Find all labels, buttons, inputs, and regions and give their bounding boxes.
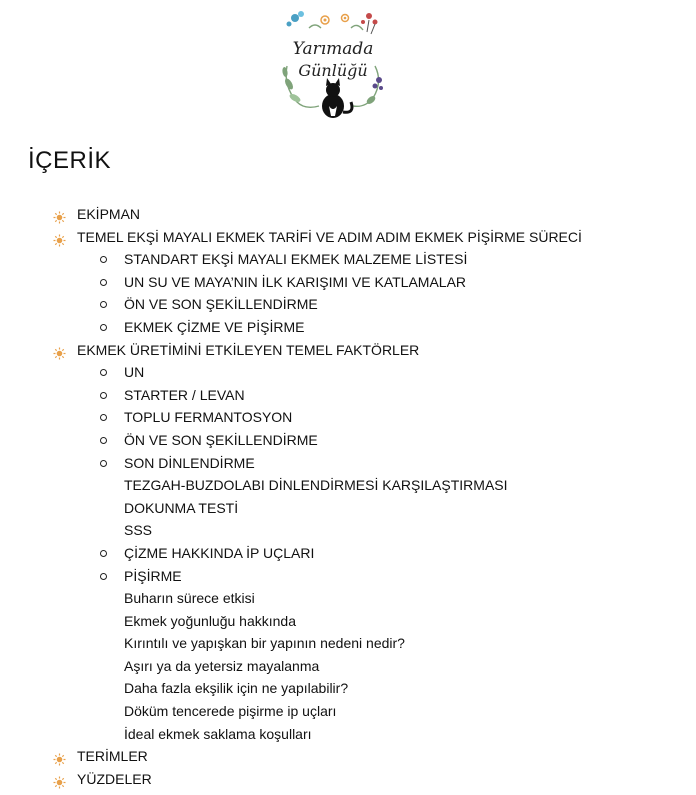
toc-item-label: YÜZDELER <box>77 770 152 787</box>
toc-item-label: TOPLU FERMANTOSYON <box>124 409 293 426</box>
toc-item-label: TERİMLER <box>77 748 148 765</box>
sun-icon <box>53 773 66 795</box>
toc-item[interactable] <box>0 293 696 316</box>
logo-line-1: Yarımada <box>292 39 374 59</box>
hollow-circle-icon <box>100 256 107 263</box>
toc-item-label: SON DİNLENDİRME <box>124 454 255 471</box>
page-title: İÇERİK <box>28 147 112 174</box>
hollow-circle-icon <box>100 414 107 421</box>
flower-icon <box>287 11 305 27</box>
hollow-circle-icon <box>100 437 107 444</box>
toc-item-label: Buharın sürece etkisi <box>124 590 255 607</box>
toc-item[interactable] <box>0 248 696 271</box>
toc-item-label: Ekmek yoğunluğu hakkında <box>124 612 296 629</box>
toc-item-label: TEMEL EKŞİ MAYALI EKMEK TARİFİ VE ADIM ADIM EKMEK PİŞİRME SÜRECİ <box>77 228 582 245</box>
toc-item[interactable] <box>0 745 696 768</box>
flower-icon <box>361 13 378 34</box>
toc-item[interactable] <box>0 406 696 429</box>
toc-item[interactable] <box>0 452 696 475</box>
toc-item[interactable] <box>0 519 696 542</box>
toc-item-label: UN SU VE MAYA’NIN İLK KARIŞIMI VE KATLAMALAR <box>124 273 467 290</box>
toc-item[interactable] <box>0 677 696 700</box>
toc-item[interactable] <box>0 203 696 226</box>
toc-item[interactable] <box>0 700 696 723</box>
toc-item[interactable] <box>0 339 696 362</box>
hollow-circle-icon <box>100 392 107 399</box>
toc-item[interactable] <box>0 474 696 497</box>
toc-item-label: Daha fazla ekşilik için ne yapılabilir? <box>124 680 349 697</box>
toc-item[interactable] <box>0 271 696 294</box>
toc-item-label: TEZGAH-BUZDOLABI DİNLENDİRMESİ KARŞILAŞTIRMASI <box>124 477 508 494</box>
toc-item-label: EKİPMAN <box>77 206 141 222</box>
toc-item-label: Kırıntılı ve yapışkan bir yapının nedeni nedir? <box>124 635 405 652</box>
cat-icon <box>322 78 352 118</box>
toc-item[interactable] <box>0 587 696 610</box>
toc-item[interactable] <box>0 610 696 633</box>
hollow-circle-icon <box>100 550 107 557</box>
hollow-circle-icon <box>100 573 107 580</box>
toc-item-label: Döküm tencerede pişirme ip uçları <box>124 703 337 720</box>
flower-icon <box>342 15 349 22</box>
toc-item-label: ÇİZME HAKKINDA İP UÇLARI <box>124 544 315 561</box>
hollow-circle-icon <box>100 460 107 467</box>
toc-item-label: Aşırı ya da yetersiz mayalanma <box>124 657 320 674</box>
toc-item-label: ÖN VE SON ŞEKİLLENDİRME <box>124 296 318 313</box>
hollow-circle-icon <box>100 301 107 308</box>
toc-item[interactable] <box>0 565 696 588</box>
logo <box>279 6 387 122</box>
toc-item[interactable] <box>0 226 696 249</box>
toc-item-label: STANDART EKŞİ MAYALI EKMEK MALZEME LİSTESİ <box>124 251 468 268</box>
hollow-circle-icon <box>100 324 107 331</box>
table-of-contents <box>0 203 696 790</box>
toc-item-label: PİŞİRME <box>124 567 182 584</box>
toc-item-label: EKMEK ÇİZME VE PİŞİRME <box>124 318 305 335</box>
logo-illustration <box>279 6 387 122</box>
toc-item-label: DOKUNMA TESTİ <box>124 499 239 516</box>
toc-item-label: SSS <box>124 522 153 539</box>
toc-item[interactable] <box>0 497 696 520</box>
toc-item[interactable] <box>0 768 696 791</box>
toc-item[interactable] <box>0 384 696 407</box>
toc-item[interactable] <box>0 361 696 384</box>
toc-item[interactable] <box>0 655 696 678</box>
flower-icon <box>321 16 329 24</box>
hollow-circle-icon <box>100 279 107 286</box>
toc-item[interactable] <box>0 542 696 565</box>
toc-item-label: ÖN VE SON ŞEKİLLENDİRME <box>124 431 318 448</box>
toc-item-label: İdeal ekmek saklama koşulları <box>124 725 312 742</box>
logo-line-2: Günlüğü <box>298 61 368 80</box>
toc-item[interactable] <box>0 723 696 746</box>
toc-item[interactable] <box>0 429 696 452</box>
toc-item-label: EKMEK ÜRETİMİNİ ETKİLEYEN TEMEL FAKTÖRLER <box>77 341 420 358</box>
toc-item-label: STARTER / LEVAN <box>124 386 245 403</box>
toc-item-label: UN <box>124 364 145 381</box>
toc-item[interactable] <box>0 632 696 655</box>
hollow-circle-icon <box>100 369 107 376</box>
toc-item[interactable] <box>0 316 696 339</box>
